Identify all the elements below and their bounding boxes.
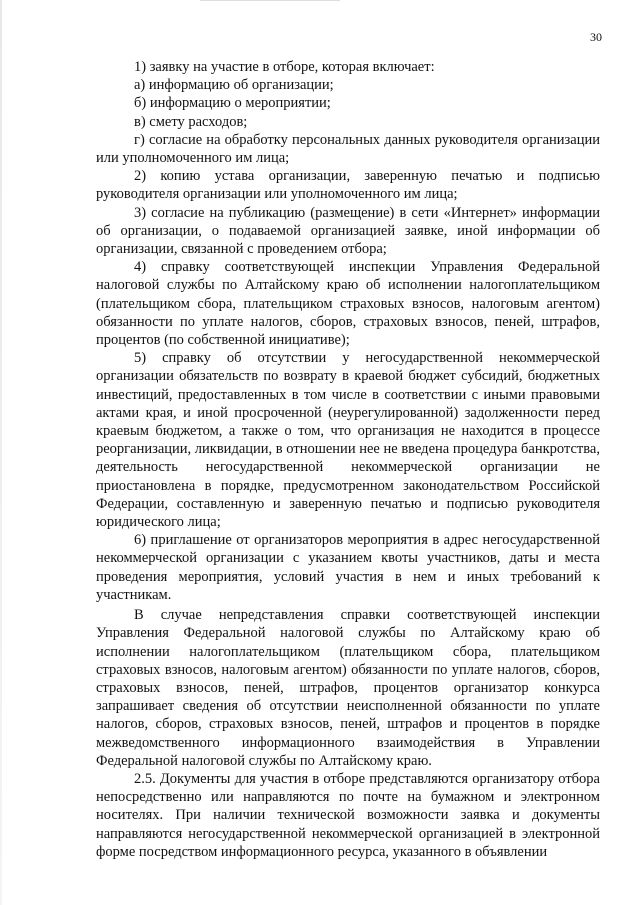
paragraph-item-6: 6) приглашение от организаторов мероприятия в адрес негосударственной некоммерческой организации с указанием квоты участников, даты и места проведения мероприятия, условий участия в нем и иных требований к участникам. [96,532,600,603]
paragraph-item-1v: в) смету расходов; [134,113,248,130]
paragraph-item-1g: г) согласие на обработку персональных данных руководителя организации или уполномоченного им лица; [96,131,600,167]
paragraph-item-1b: б) информацию о мероприятии; [134,95,331,112]
scan-left-edge [0,0,2,905]
page-number: 30 [590,30,602,44]
paragraph-section-2-5: 2.5. Документы для участия в отборе представляются организатору отбора непосредственно или направляются по почте на бумажном и электронном носителях. При наличии технической возможности заявка и документы направляются негосударственной некоммерческой организацией в электронной форме посредством информационного ресурса, указанного в объявлении [96,770,600,860]
paragraph-item-4: 4) справку соответствующей инспекции Управления Федеральной налоговой службы по Алтайскому краю об исполнении налогоплательщиком (плательщиком сбора, плательщиком страховых взносов, налоговым агентом) обязанности по уплате налогов, сборов, страховых взносов, пеней, штрафов, процентов (по собственной инициативе); [96,259,600,349]
paragraph-item-1: 1) заявку на участие в отборе, которая включает: [134,59,435,75]
scan-top-mark [200,0,340,1]
paragraph-item-3: 3) согласие на публикацию (размещение) в сети «Интернет» информации об организации, о подаваемой организацией заявке, иной информации об организации, связанной с проведением отбора; [96,204,600,258]
document-body [96,58,600,861]
paragraph-item-2: 2) копию устава организации, заверенную печатью и подписью руководителя организации или уполномоченного им лица; [96,168,600,203]
paragraph-item-5: 5) справку об отсутствии у негосударственной некоммерческой организации обязательств по возврату в краевой бюджет субсидий, бюджетных инвестиций, предоставленных в том числе в соответствии с иными правовыми актами края, и иной просроченной (неурегулированной) задолженности перед краевым бюджетом, а также о том, что организация не находится в процессе реорганизации, ликвидации, в отношении нее не введена процедура банкротства, деятельность негосударственной некоммерческой организации не приостановлена в порядке, предусмотренном законодательством Российской Федерации, составленную и заверенную печатью и подписью руководителя юридического лица; [96,350,600,531]
paragraph-tax-certificate-note: В случае непредставления справки соответствующей инспекции Управления Федеральной налоговой службы по Алтайскому краю об исполнении налогоплательщиком (плательщиком сбора, плательщиком страховых взносов, налоговым агентом) обязанности по уплате налогов, сборов, страховых взносов, пеней, штрафов, процентов организатор конкурса запрашивает сведения об отсутствии неисполненной обязанности по уплате налогов, сборов, страховых взносов, пеней, штрафов и процентов в порядке межведомственного информационного взаимодействия в Управлении Федеральной налоговой службы по Алтайскому краю. [96,607,600,769]
paragraph-item-1a: а) информацию об организации; [134,77,334,94]
